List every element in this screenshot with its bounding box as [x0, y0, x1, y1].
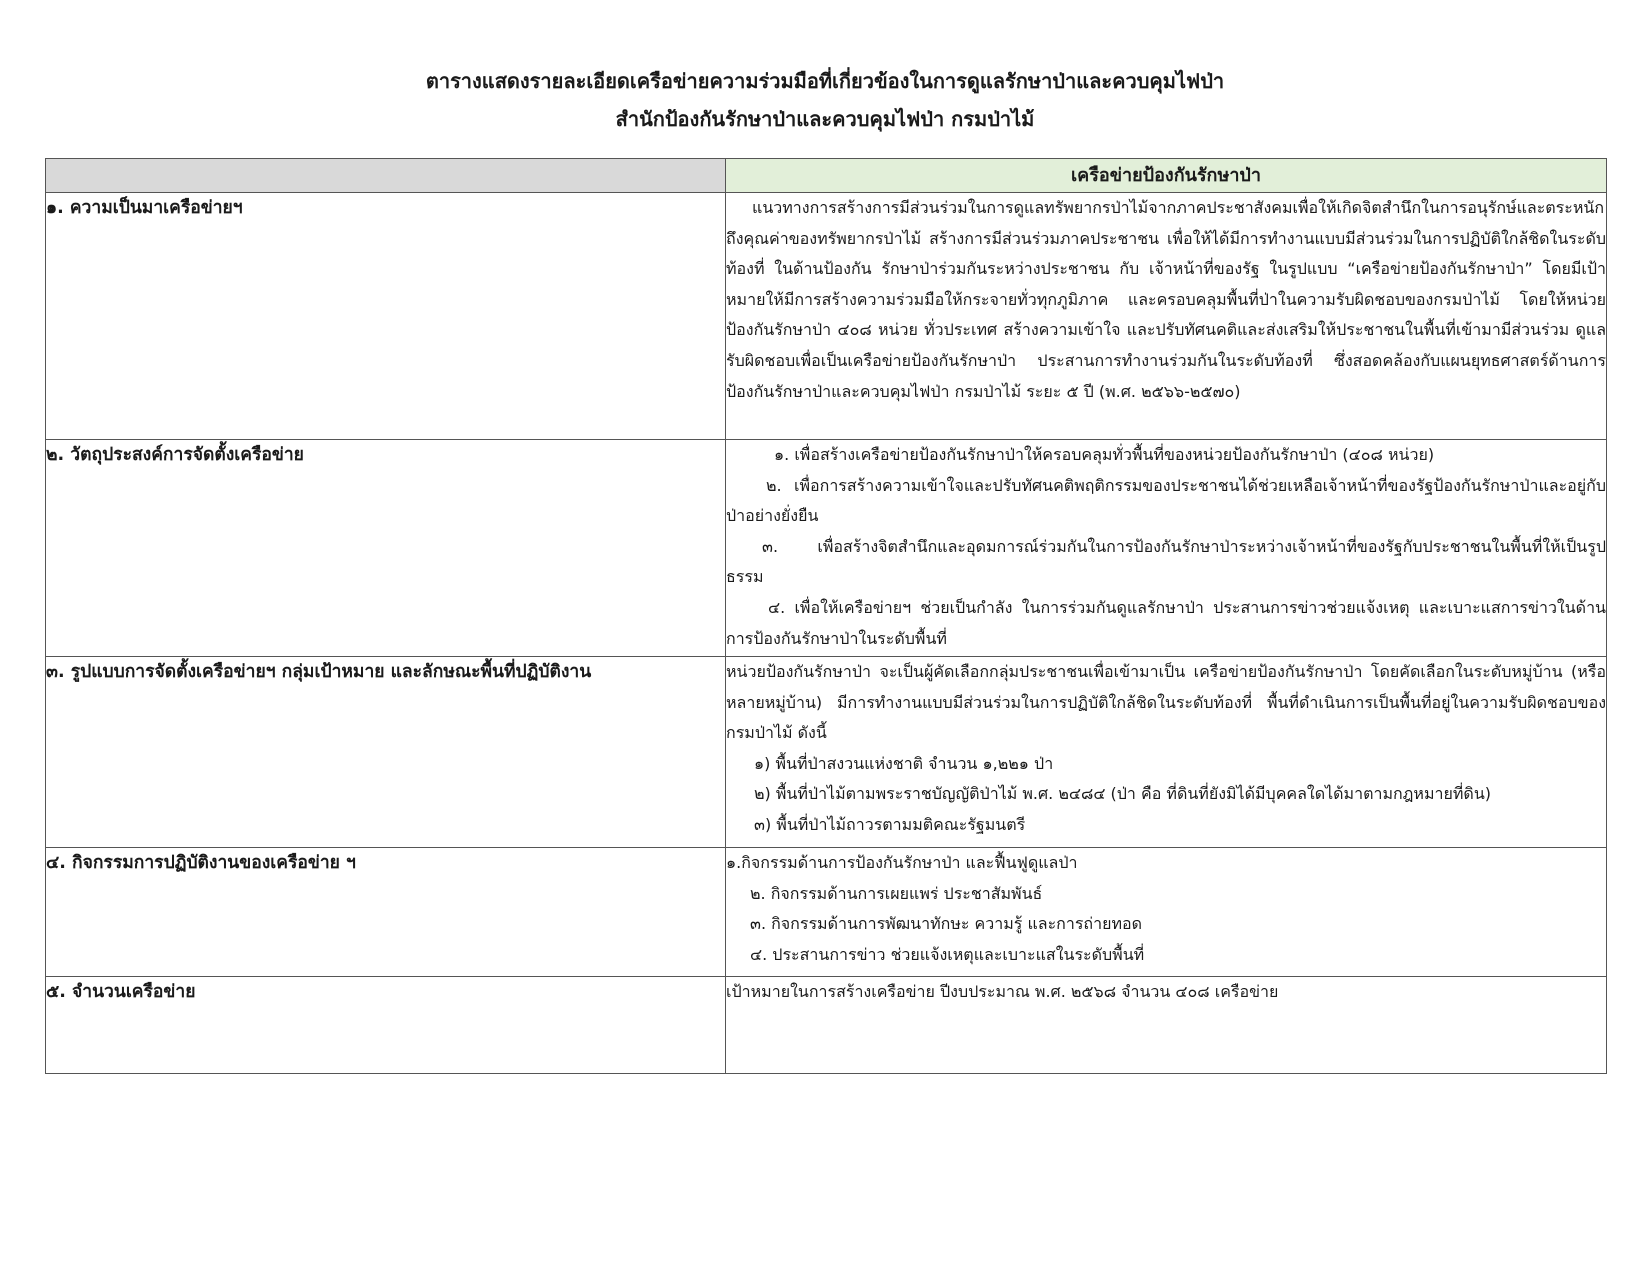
format-intro: หน่วยป้องกันรักษาป่า จะเป็นผู้คัดเลือกกลุ่มประชาชนเพื่อเข้ามาเป็น เครือข่ายป้องกันรักษาป่า โดยคัดเลือกในระดับหมู่บ้าน (หรือหลายหมู่บ้าน) มีการทำงานแบบมีส่วนร่วมในการปฏิบัติใกล้ชิดในระดับท้องที่ พื้นที่ดำเนินการเป็นพื้นที่อยู่ในความรับผิดชอบของกรมป่าไม้ ดังนี้ — [726, 662, 1606, 743]
table-row-count — [46, 977, 1607, 1074]
count-text: เป้าหมายในการสร้างเครือข่าย ปีงบประมาณ พ.ศ. ๒๕๖๘ จำนวน ๔๐๘ เครือข่าย — [726, 982, 1279, 1001]
row-label-objectives: ๒. วัตถุประสงค์การจัดตั้งเครือข่าย — [46, 440, 726, 657]
activity-item-4: ๔. ประสานการข่าว ช่วยแจ้งเหตุและเบาะแสในระดับพื้นที่ — [750, 944, 1145, 964]
row-label-activities: ๔. กิจกรรมการปฏิบัติงานของเครือข่าย ฯ — [46, 848, 726, 977]
row-content-count — [726, 977, 1607, 1074]
row-content-background — [726, 193, 1607, 440]
row-content-activities — [726, 848, 1607, 977]
area-item-2: ๒) พื้นที่ป่าไม้ตามพระราชบัญญัติป่าไม้ พ.ศ. ๒๔๘๔ (ป่า คือ ที่ดินที่ยังมิได้มีบุคคลใดได้มาตามกฎหมายที่ดิน) — [754, 784, 1491, 804]
title-line-2: สำนักป้องกันรักษาป่าและควบคุมไฟป่า กรมป่าไม้ — [615, 107, 1035, 131]
row-label-format: ๓. รูปแบบการจัดตั้งเครือข่ายฯ กลุ่มเป้าหมาย และลักษณะพื้นที่ปฏิบัติงาน — [46, 657, 726, 848]
header-blank-cell — [46, 159, 726, 193]
document-title — [0, 62, 1650, 138]
row-content-format — [726, 657, 1607, 848]
network-details-table — [45, 158, 1607, 1074]
table-header-row — [46, 159, 1607, 193]
row-content-objectives — [726, 440, 1607, 657]
activity-item-3: ๓. กิจกรรมด้านการพัฒนาทักษะ ความรู้ และการถ่ายทอด — [750, 914, 1143, 934]
activity-item-2: ๒. กิจกรรมด้านการเผยแพร่ ประชาสัมพันธ์ — [750, 883, 1043, 903]
objective-item-4: ๔. เพื่อให้เครือข่ายฯ ช่วยเป็นกำลัง ในการร่วมกันดูแลรักษาป่า ประสานการข่าวช่วยแจ้งเหตุ และเบาะแสการข่าวในด้านการป้องกันรักษาป่าในระดับพื้นที่ — [726, 597, 1606, 648]
title-line-1: ตารางแสดงรายละเอียดเครือข่ายความร่วมมือที่เกี่ยวข้องในการดูแลรักษาป่าและควบคุมไฟป่า — [425, 69, 1225, 93]
area-item-1: ๑) พื้นที่ป่าสงวนแห่งชาติ จำนวน ๑,๒๒๑ ป่า — [754, 753, 1054, 773]
objective-item-2: ๒. เพื่อการสร้างความเข้าใจและปรับทัศนคติพฤติกรรมของประชาชนได้ช่วยเหลือเจ้าหน้าที่ของรัฐป้องกันรักษาป่าและอยู่กับป่าอย่างยั่งยืน — [726, 475, 1606, 526]
table-row-format — [46, 657, 1607, 848]
activity-item-1: ๑.กิจกรรมด้านการป้องกันรักษาป่า และฟื้นฟูดูแลป่า — [726, 853, 1078, 872]
row-label-background: ๑. ความเป็นมาเครือข่ายฯ — [46, 193, 726, 440]
objective-item-3: ๓. เพื่อสร้างจิตสำนึกและอุดมการณ์ร่วมกันในการป้องกันรักษาป่าระหว่างเจ้าหน้าที่ของรัฐกับประชาชนในพื้นที่ให้เป็นรูปธรรม — [726, 536, 1606, 587]
background-paragraph: แนวทางการสร้างการมีส่วนร่วมในการดูแลทรัพยากรป่าไม้จากภาคประชาสังคมเพื่อให้เกิดจิตสำนึกในการอนุรักษ์และตระหนักถึงคุณค่าของทรัพยากรป่าไม้ สร้างการมีส่วนร่วมภาคประชาชน เพื่อให้ได้มีการทำงานแบบมีส่วนร่วมในการปฏิบัติใกล้ชิดในระดับท้องที่ ในด้านป้องกัน รักษาป่าร่วมกันระหว่างประชาชน กับ เจ้าหน้าที่ของรัฐ ในรูปแบบ “เครือข่ายป้องกันรักษาป่า” โดยมีเป้าหมายให้มีการสร้างความร่วมมือให้กระจายทั่วทุกภูมิภาค และครอบคลุมพื้นที่ป่าในความรับผิดชอบของกรมป่าไม้ โดยให้หน่วยป้องกันรักษาป่า ๔๐๘ หน่วย ทั่วประเทศ สร้างความเข้าใจ และปรับทัศนคติและส่งเสริมให้ประชาชนในพื้นที่เข้ามามีส่วนร่วม ดูแลรับผิดชอบเพื่อเป็นเครือข่ายป้องกันรักษาป่า ประสานการทำงานร่วมกันในระดับท้องที่ ซึ่งสอดคล้องกับแผนยุทธศาสตร์ด้านการป้องกันรักษาป่าและควบคุมไฟป่า กรมป่าไม้ ระยะ ๕ ปี (พ.ศ. ๒๕๖๖-๒๕๗๐) — [726, 198, 1606, 401]
table-row-activities — [46, 848, 1607, 977]
objective-item-1: ๑. เพื่อสร้างเครือข่ายป้องกันรักษาป่าให้ครอบคลุมทั่วพื้นที่ของหน่วยป้องกันรักษาป่า (๔๐๘ หน่วย) — [774, 445, 1435, 464]
header-network-cell: เครือข่ายป้องกันรักษาป่า — [726, 159, 1607, 193]
table-row-background — [46, 193, 1607, 440]
area-item-3: ๓) พื้นที่ป่าไม้ถาวรตามมติคณะรัฐมนตรี — [754, 814, 1026, 834]
table-row-objectives — [46, 440, 1607, 657]
row-label-count: ๕. จำนวนเครือข่าย — [46, 977, 726, 1074]
